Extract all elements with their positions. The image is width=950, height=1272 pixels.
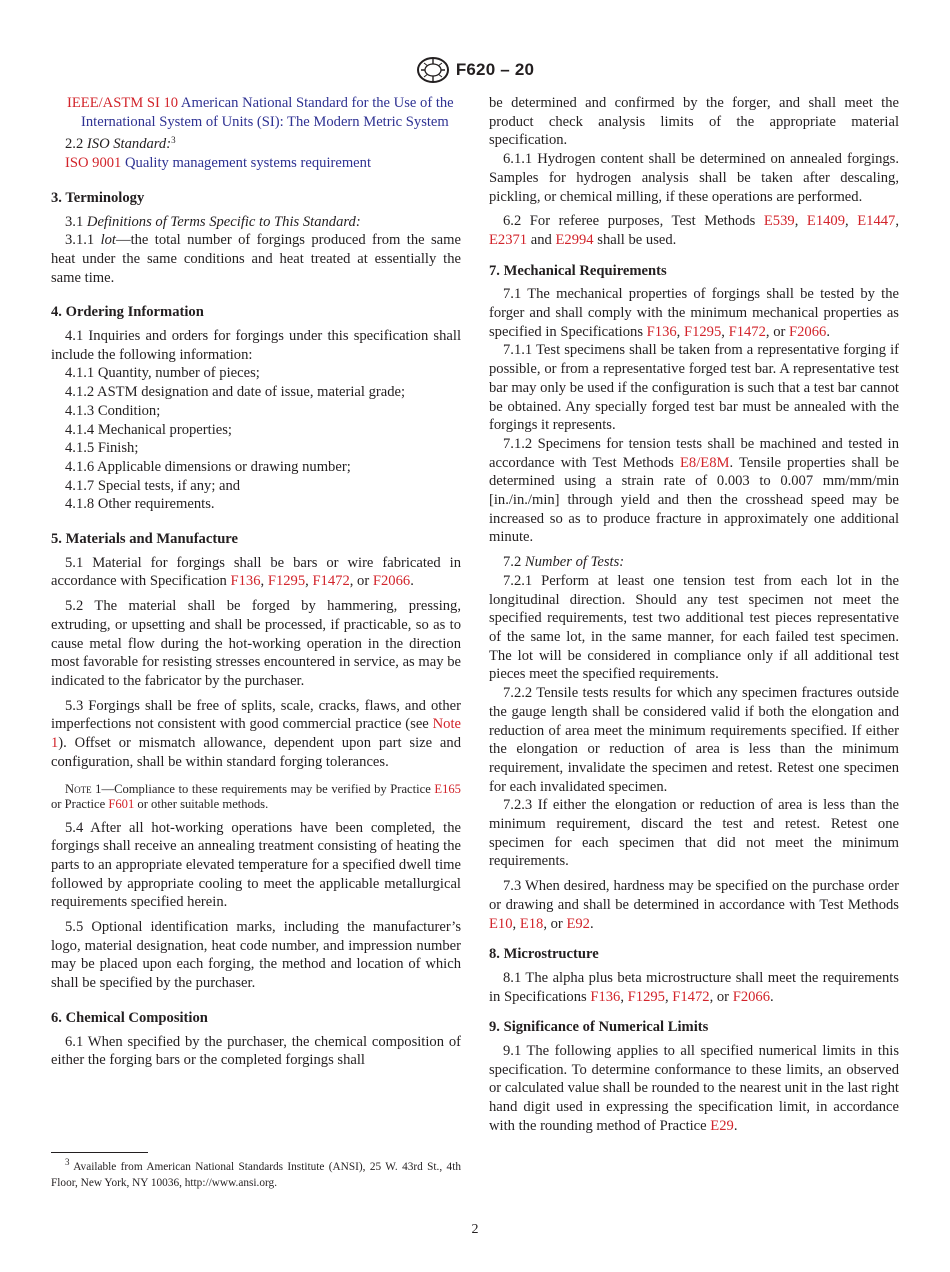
list-item: 4.1.3 Condition;	[65, 402, 161, 419]
footnote-divider	[51, 1152, 148, 1153]
section-6-1-1: 6.1.1 Hydrogen content shall be determined on annealed forgings. Samples for hydrogen analysis shall be taken after descaling, pickling, or chemical milling, if these operations are performed.	[489, 151, 899, 205]
section-6-2: 6.2 For referee purposes, Test Methods E539, E1409, E1447, E2371 and E2994 shall be used.	[489, 213, 900, 248]
heading-terminology: 3. Terminology	[51, 189, 145, 206]
test-method-link[interactable]: E1409	[806, 213, 846, 230]
spec-link[interactable]: F1472	[312, 573, 350, 590]
spec-link[interactable]: F1295	[627, 988, 665, 1005]
ordering-list	[51, 364, 461, 514]
heading-materials-manufacture: 5. Materials and Manufacture	[51, 531, 238, 548]
section-5-2: 5.2 The material shall be forged by hammering, pressing, extruding, or upsetting and shall be processed, if practicable, so as to cause metal flow during the hot-working operation in the direction most favorable for resisting stresses encountered in service, as may be indicated to the fabricator by the purchaser.	[51, 598, 461, 689]
ref-title-link[interactable]: American National Standard for the Use of the International System of Units (SI): The Modern Metric System	[81, 95, 454, 130]
section-5-3: 5.3 Forgings shall be free of splits, scale, cracks, flaws, and other imperfections not consistent with good commercial practice (see Note 1). Offset or mismatch allowance, dependent upon part size and configuration, shall be within standard forging tolerances.	[51, 697, 461, 770]
note-link[interactable]: Note 1	[51, 716, 461, 752]
practice-link[interactable]: E165	[434, 781, 461, 796]
test-method-link[interactable]: E18	[519, 915, 544, 932]
page-number: 2	[471, 1222, 479, 1237]
section-7-1: 7.1 The mechanical properties of forgings shall be tested by the forger and shall comply with the minimum mechanical properties as specified in Specifications F136, F1295, F1472, or F2066.	[489, 286, 899, 340]
standard-designation: F620 – 20	[455, 60, 535, 79]
left-column	[51, 94, 461, 1070]
section-5-4: 5.4 After all hot-working operations have been completed, the forgings shall receive an annealing treatment consisting of heating the parts to an appropriate elevated temperature for a specified dwell time followed by appropriate cooling to meet the applicable metallurgical requirements specified herein.	[51, 819, 461, 911]
section-7-2: 7.2 Number of Tests:	[503, 554, 625, 571]
spec-link[interactable]: F136	[230, 573, 261, 590]
heading-ordering-information: 4. Ordering Information	[51, 304, 204, 321]
ref-code-link[interactable]: ISO 9001	[65, 155, 122, 172]
section-7-1-1: 7.1.1 Test specimens shall be taken from a representative forging if possible, or from a representative forged test bar. A representative test bar may only be used if the configuration is such that a test bar cannot be obtained. Any specially forged test bar must be annealed with the forgings it represents.	[489, 342, 899, 434]
section-5-1: 5.1 Material for forgings shall be bars or wire fabricated in accordance with Specification F136, F1295, F1472, or F2066.	[51, 554, 461, 590]
section-7-3: 7.3 When desired, hardness may be specified on the purchase order or drawing and shall be determined in accordance with Test Methods E10, E18, or E92.	[489, 878, 899, 932]
section-9-1: 9.1 The following applies to all specified numerical limits in this specification. To determine conformance to these limits, an observed or calculated value shall be rounded to the nearest unit in the last right hand digit used in expressing the specification limit, in accordance with the rounding method of Practice E29.	[489, 1043, 899, 1134]
test-method-link[interactable]: E92	[566, 915, 590, 932]
test-method-link[interactable]: E539	[763, 213, 795, 230]
section-6-1-continued: be determined and confirmed by the forger, and shall meet the product check analysis limits of the appropriate material specification.	[489, 95, 899, 149]
reference-iso9001	[51, 154, 461, 173]
test-method-link[interactable]: E8/E8M	[680, 454, 730, 471]
practice-link[interactable]: E29	[710, 1117, 734, 1134]
list-item: 4.1.7 Special tests, if any; and	[65, 477, 241, 494]
spec-link[interactable]: F2066	[789, 323, 827, 340]
section-2-2: 2.2 ISO Standard:$^3$	[65, 135, 176, 153]
list-item: 4.1.8 Other requirements.	[65, 496, 215, 513]
heading-mechanical-requirements: 7. Mechanical Requirements	[489, 262, 667, 279]
right-column	[489, 94, 899, 1136]
spec-link[interactable]: F136	[590, 988, 621, 1005]
section-5-5: 5.5 Optional identification marks, including the manufacturer’s logo, material designation, heat code number, and impression number may be placed upon each forging, the method and location of which shall be specified by the purchaser.	[51, 919, 461, 992]
spec-link[interactable]: F136	[646, 323, 677, 340]
section-7-2-1: 7.2.1 Perform at least one tension test from each lot in the longitudinal direction. Should any test specimen not meet the specified requirements, test two additional test pieces representative of the same lot, in the same manner, for each failed test specimen. The lot will be considered in compliance only if all additional test pieces meet the specified requirements.	[489, 572, 899, 683]
footnote-ref[interactable]: 3	[171, 135, 176, 146]
section-7-1-2: 7.1.2 Specimens for tension tests shall be machined and tested in accordance with Test Methods E8/E8M. Tensile properties shall be determined using a strain rate of 0.003 to 0.007 mm/mm/min [in./in./min] through yield and then the crosshead speed may be increased so as to produce fracture in approximately one additional minute.	[489, 435, 900, 546]
section-3-1: 3.1 Definitions of Terms Specific to This Standard:	[65, 213, 361, 230]
spec-link[interactable]: F1295	[267, 573, 306, 590]
ref-title-link[interactable]: Quality management systems requirement	[125, 155, 372, 172]
spec-link[interactable]: F2066	[732, 988, 771, 1005]
section-4-1: 4.1 Inquiries and orders for forgings under this specification shall include the following information:	[51, 328, 461, 363]
spec-link[interactable]: F1472	[728, 323, 766, 340]
list-item: 4.1.2 ASTM designation and date of issue, material grade;	[65, 384, 406, 401]
ref-code-link[interactable]: IEEE/ASTM SI 10	[67, 95, 179, 111]
heading-microstructure: 8. Microstructure	[489, 946, 599, 963]
note-1: Note 1—Compliance to these requirements may be verified by Practice E165 or Practice F601 or other suitable methods.	[51, 781, 461, 811]
list-item: 4.1.5 Finish;	[65, 440, 139, 457]
footnote-3: $^3$ Available from American National Standards Institute (ANSI), 25 W. 43rd St., 4th Floor, New York, NY 10036, http://www.ansi.org.	[51, 1157, 461, 1189]
reference-ieee-si10	[51, 94, 461, 131]
test-method-link[interactable]: E1447	[857, 213, 896, 230]
list-item: 4.1.4 Mechanical properties;	[65, 421, 232, 438]
list-item: 4.1.1 Quantity, number of pieces;	[65, 365, 260, 382]
test-method-link[interactable]: E2371	[489, 231, 528, 248]
spec-link[interactable]: F1295	[683, 323, 722, 340]
spec-link[interactable]: F2066	[372, 573, 411, 590]
practice-link[interactable]: F601	[108, 797, 135, 811]
section-8-1: 8.1 The alpha plus beta microstructure shall meet the requirements in Specifications F136, F1295, F1472, or F2066.	[489, 969, 899, 1005]
spec-link[interactable]: F1472	[672, 988, 710, 1005]
section-3-1-1: 3.1.1 lot—the total number of forgings produced from the same heat under the same conditions and heat treated at essentially the same time.	[51, 232, 461, 286]
test-method-link[interactable]: E2994	[555, 231, 594, 248]
section-7-2-3: 7.2.3 If either the elongation or reduction of area is less than the minimum requirement, discard the test and retest. Retest one specimen for each specimen that did not meet the minimum requirements.	[489, 797, 899, 870]
heading-chemical-composition: 6. Chemical Composition	[51, 1009, 208, 1026]
test-method-link[interactable]: E10	[489, 915, 513, 932]
heading-numerical-limits: 9. Significance of Numerical Limits	[489, 1019, 709, 1036]
page-header	[0, 56, 950, 89]
section-7-2-2: 7.2.2 Tensile tests results for which any specimen fractures outside the gauge length shall be considered valid if both the elongation and reduction of area meet the minimum requirements specified. If either the elongation or reduction of area is less than the minimum requirement, invalidate the specimen and retest. Retest one specimen for each invalidated specimen.	[489, 685, 899, 795]
section-6-1: 6.1 When specified by the purchaser, the chemical composition of either the forging bars or the completed forgings shall	[51, 1033, 461, 1069]
list-item: 4.1.6 Applicable dimensions or drawing number;	[65, 458, 351, 475]
astm-logo-icon	[416, 56, 450, 84]
